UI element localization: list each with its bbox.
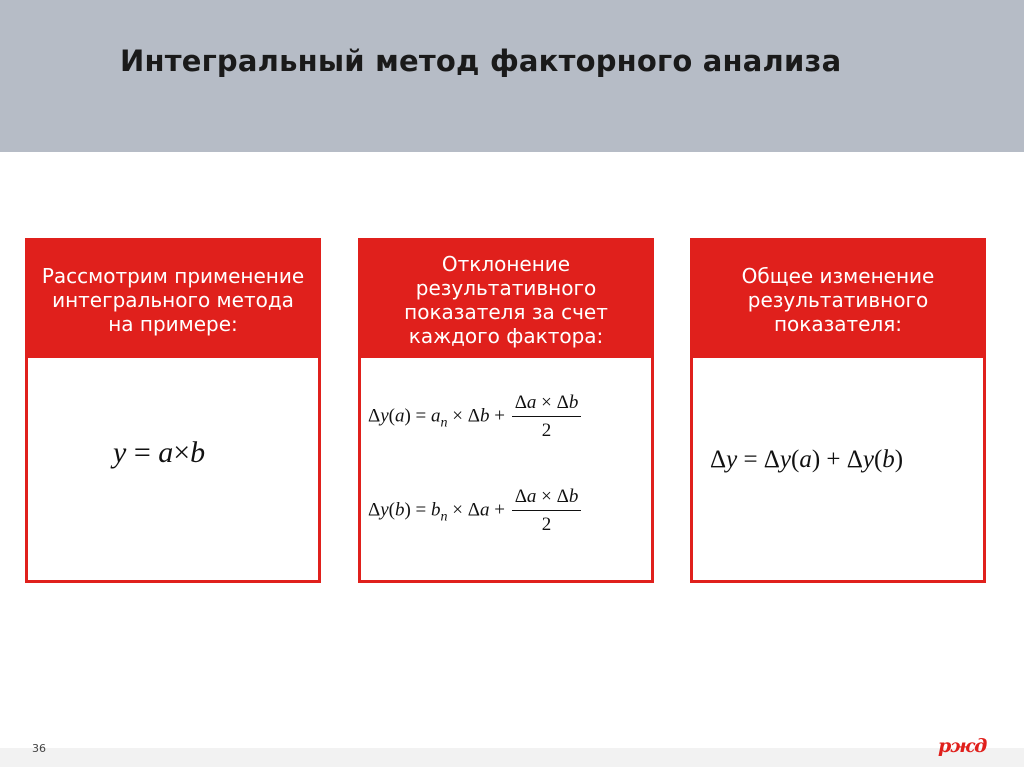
rzd-logo: ржд — [938, 735, 987, 757]
formula-y: y = a×b — [113, 436, 206, 469]
formula-total-delta-y: Δy = Δy(a) + Δy(b) — [710, 446, 904, 473]
card-total-change — [690, 238, 986, 583]
card-heading: Общее изменение результативного показателя: — [693, 241, 983, 358]
card-factor-deviation — [358, 238, 654, 583]
slide-title: Интегральный метод факторного анализа — [120, 44, 842, 78]
formula-delta-y-b: $\Delta y(b) = b_n \times \Delta a$ + $\frac{\Delta a \times \Delta b}{2}$ — [368, 486, 581, 536]
card-body — [361, 358, 651, 580]
footer-bar — [0, 748, 1024, 767]
formula-delta-y-a: $\Delta y(a) = a_n \times \Delta b$ + $\frac{\Delta a \times \Delta b}{2}$ — [368, 392, 581, 442]
card-body — [693, 358, 983, 580]
card-body — [28, 358, 318, 580]
card-heading: Рассмотрим применение интегрального метода на примере: — [28, 241, 318, 358]
page-number: 36 — [32, 742, 46, 755]
card-heading: Отклонение результативного показателя за счет каждого фактора: — [361, 241, 651, 358]
card-example — [25, 238, 321, 583]
